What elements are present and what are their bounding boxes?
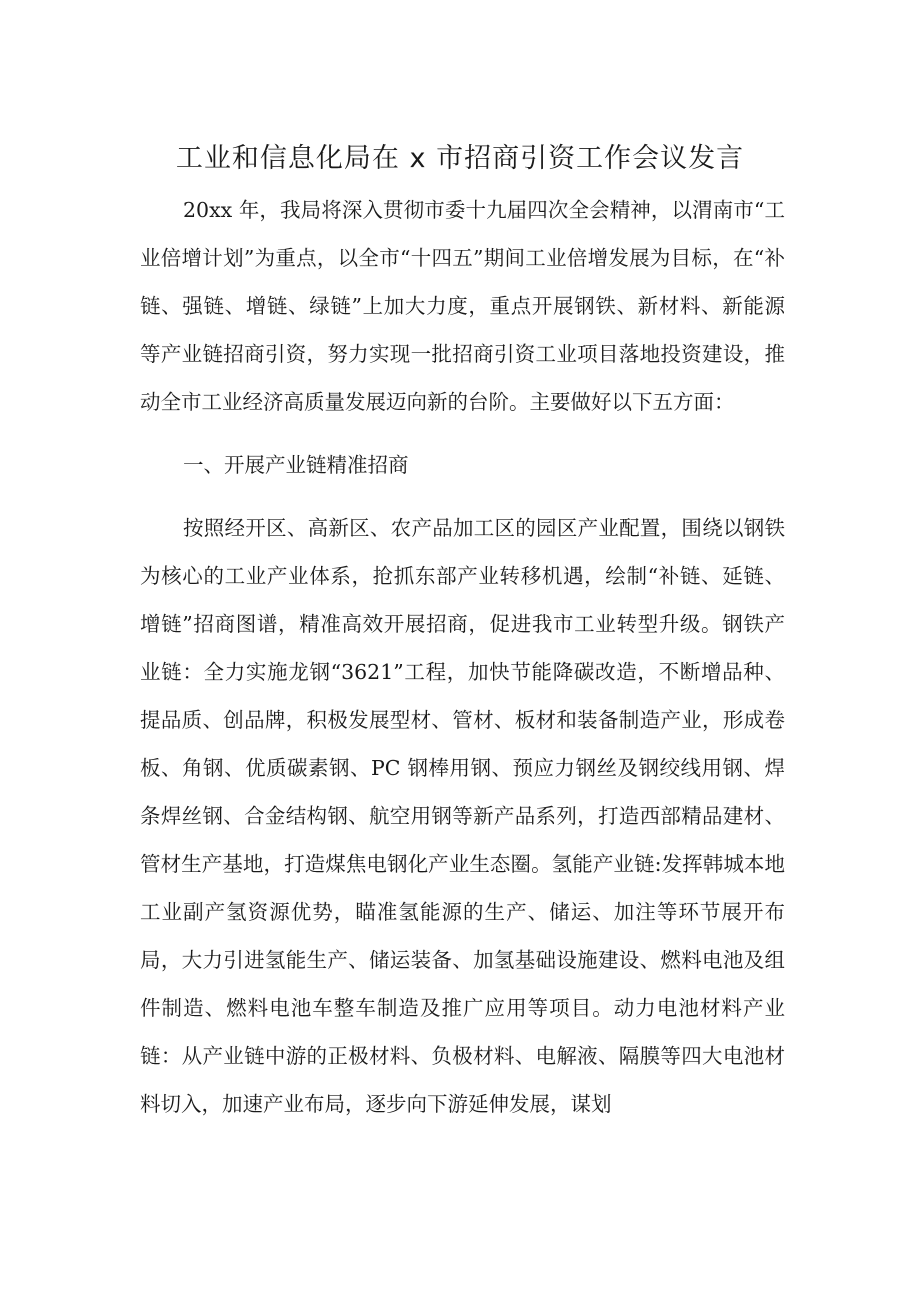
- section-paragraph: 按照经开区、高新区、农产品加工区的园区产业配置，围绕以钢铁为核心的工业产业体系，抢抓东部产业转移机遇，绘制“补链、延链、增链”招商图谱，精准高效开展招商，促进我市工业转型升级。钢铁产业链：全力实施龙钢“3621”工程，加快节能降碳改造，不断增品种、提品质、创品牌，积极发展型材、管材、板材和装备制造产业，形成卷板、角钢、优质碳素钢、PC 钢棒用钢、预应力钢丝及钢绞线用钢、焊条焊丝钢、合金结构钢、航空用钢等新产品系列，打造西部精品建材、管材生产基地，打造煤焦电钢化产业生态圈。氢能产业链:发挥韩城本地工业副产氢资源优势，瞄准氢能源的生产、储运、加注等环节展开布局，大力引进氢能生产、储运装备、加氢基础设施建设、燃料电池及组件制造、燃料电池车整车制造及推广应用等项目。动力电池材料产业链：从产业链中游的正极材料、负极材料、电解液、隔膜等四大电池材料切入，加速产业布局，逐步向下游延伸发展，谋划: [140, 516, 785, 1116]
- section-heading: 一、开展产业链精准招商: [183, 453, 409, 477]
- document-title: 工业和信息化局在 x 市招商引资工作会议发言: [175, 143, 745, 174]
- document-body: [140, 186, 785, 1128]
- intro-paragraph: 20xx 年，我局将深入贯彻市委十九届四次全会精神，以渭南市“工业倍增计划”为重点，以全市“十四五”期间工业倍增发展为目标，在“补链、强链、增链、绿链”上加大力度，重点开展钢铁、新材料、新能源等产业链招商引资，努力实现一批招商引资工业项目落地投资建设，推动全市工业经济高质量发展迈向新的台阶。主要做好以下五方面：: [140, 198, 785, 414]
